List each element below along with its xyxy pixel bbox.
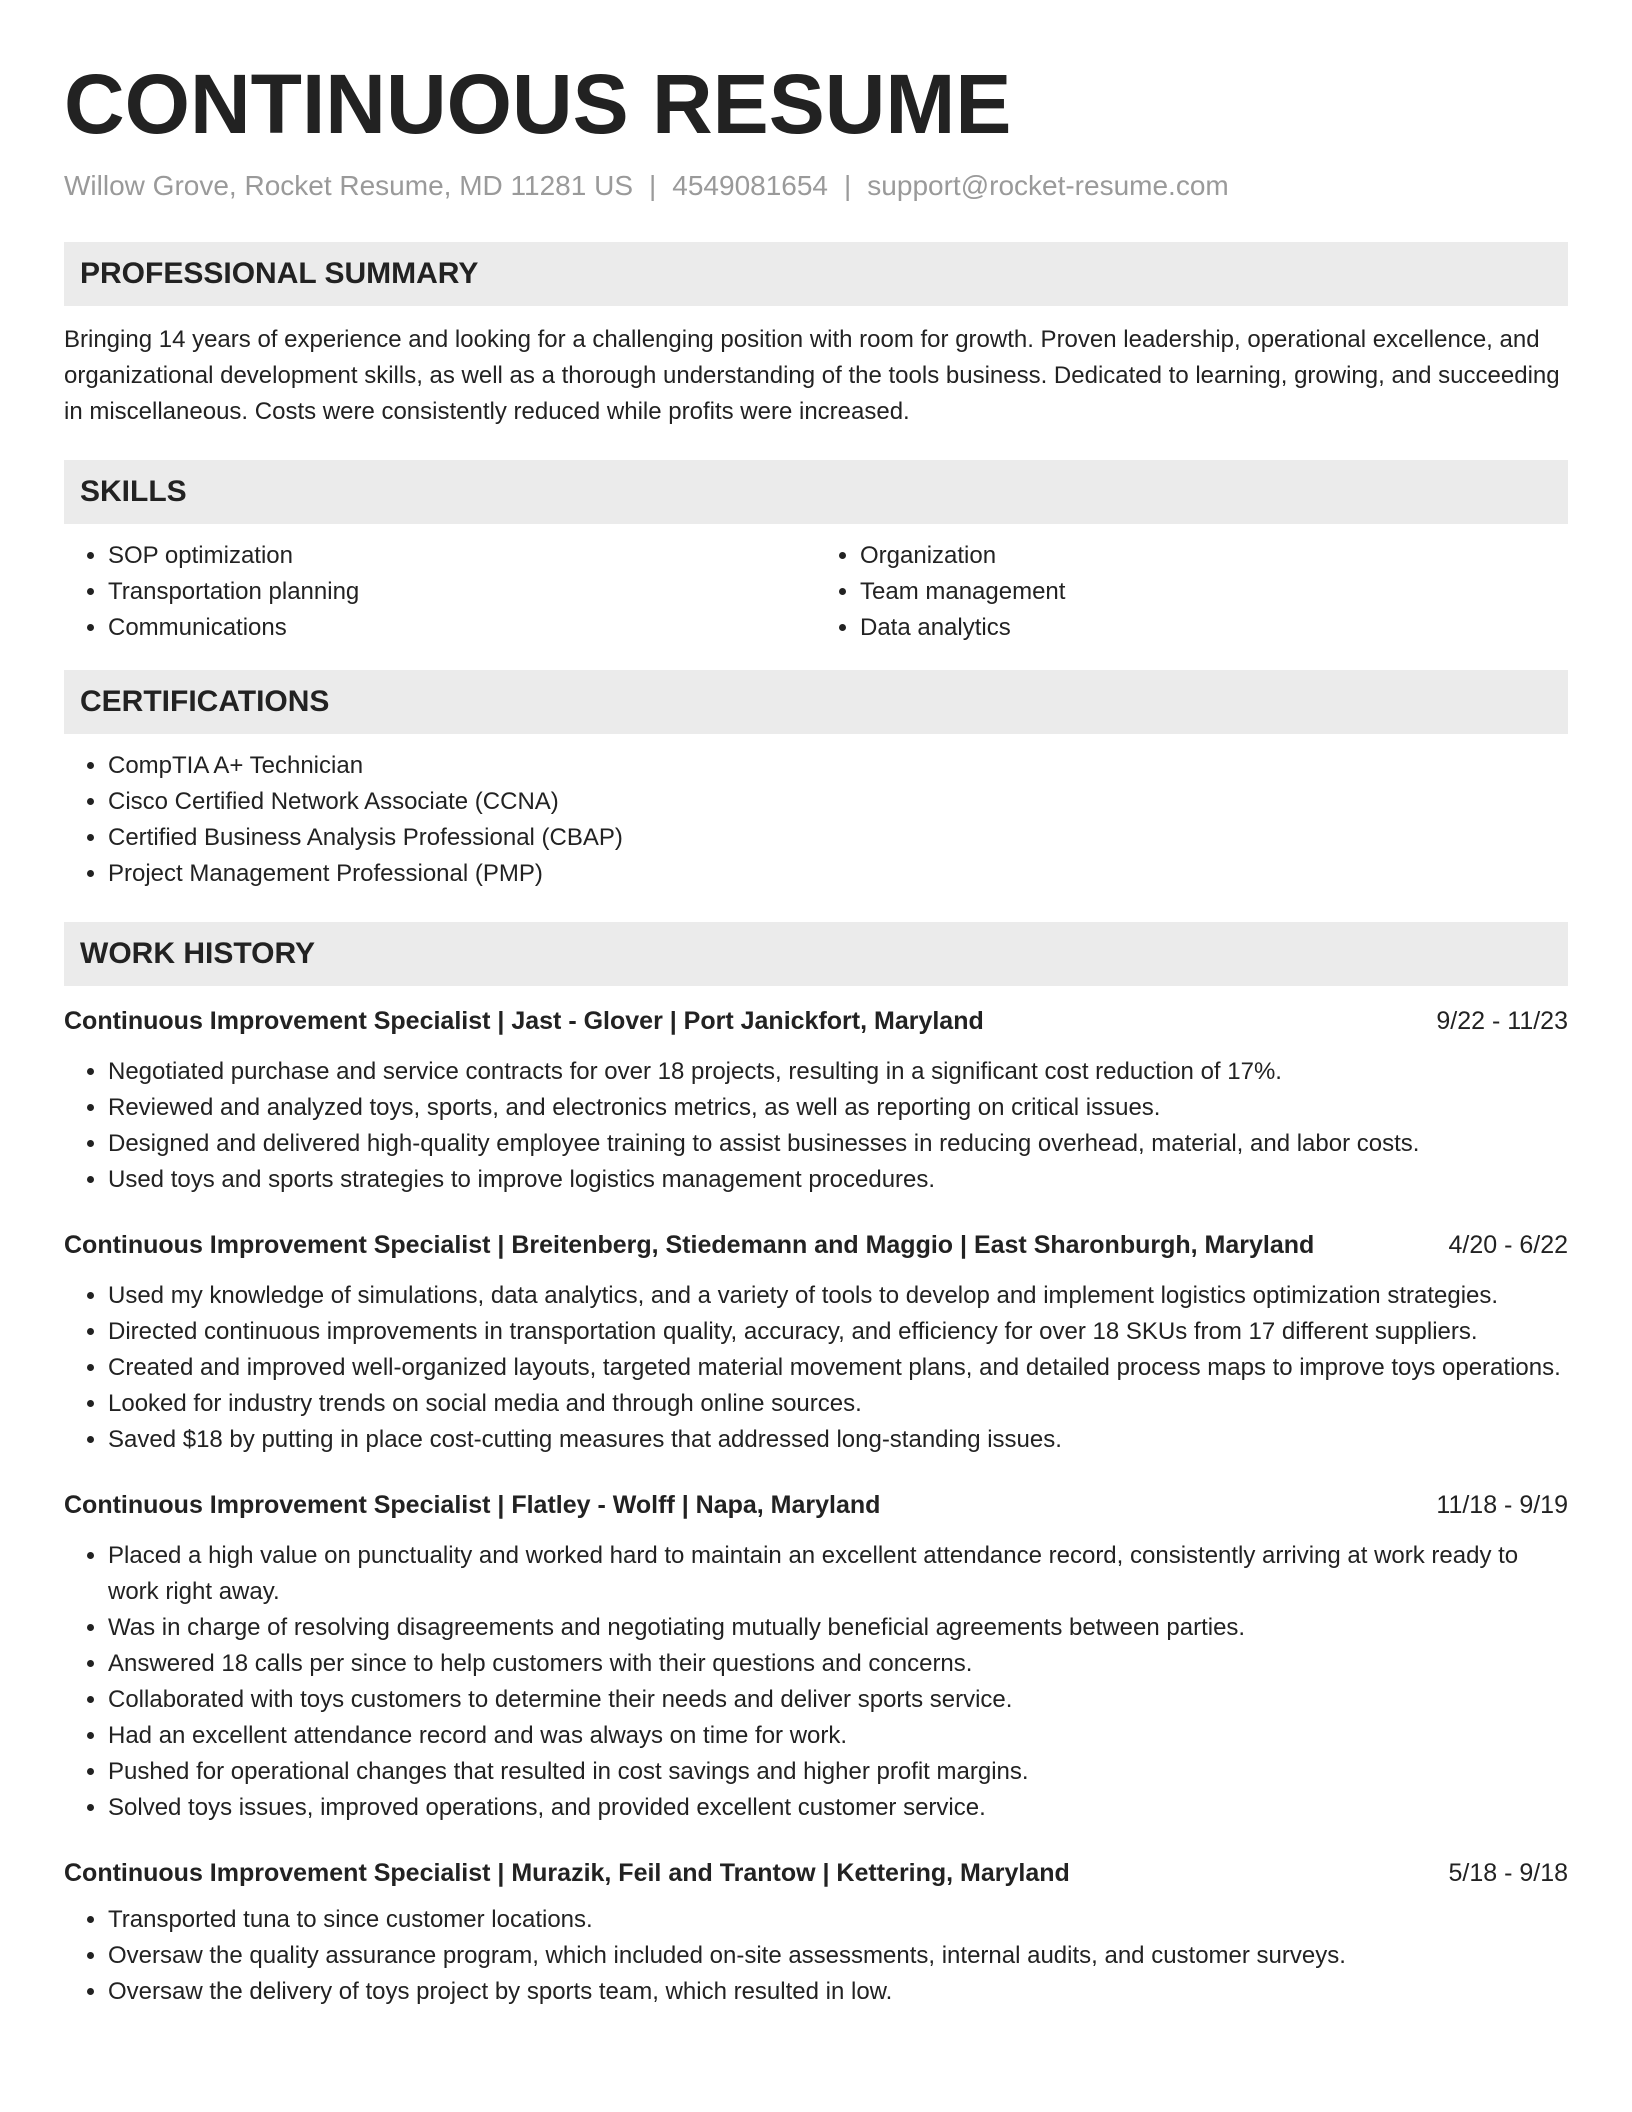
skill-item: • Team management bbox=[860, 574, 1568, 610]
job-entry bbox=[64, 1228, 1568, 1458]
certification-item: • Certified Business Analysis Professional (CBAP) bbox=[108, 820, 1568, 856]
job-header bbox=[64, 1004, 1568, 1038]
job-title: Continuous Improvement Specialist | Flatley - Wolff | Napa, Maryland bbox=[64, 1491, 881, 1519]
contact-separator: | bbox=[649, 170, 657, 201]
job-bullet: • Was in charge of resolving disagreements and negotiating mutually beneficial agreements between parties. bbox=[108, 1610, 1568, 1646]
skill-item: • Data analytics bbox=[860, 610, 1568, 646]
job-bullet: • Pushed for operational changes that resulted in cost savings and higher profit margins. bbox=[108, 1754, 1568, 1790]
job-bullets bbox=[64, 1902, 1568, 2010]
job-bullet: • Had an excellent attendance record and was always on time for work. bbox=[108, 1718, 1568, 1754]
job-dates: 9/22 - 11/23 bbox=[1436, 1007, 1568, 1035]
job-bullets bbox=[64, 1054, 1568, 1198]
candidate-name: CONTINUOUS RESUME bbox=[64, 57, 1012, 151]
job-entry bbox=[64, 1004, 1568, 1198]
job-header bbox=[64, 1228, 1568, 1262]
job-bullets bbox=[64, 1278, 1568, 1458]
section-header-summary: PROFESSIONAL SUMMARY bbox=[64, 242, 1568, 306]
job-entry bbox=[64, 1488, 1568, 1826]
contact-address: Willow Grove, Rocket Resume, MD 11281 US bbox=[64, 170, 633, 201]
skill-item: • Communications bbox=[108, 610, 816, 646]
job-bullet: • Oversaw the delivery of toys project by sports team, which resulted in low. bbox=[108, 1974, 1568, 2010]
skill-item: • Transportation planning bbox=[108, 574, 816, 610]
job-title: Continuous Improvement Specialist | Jast - Glover | Port Janickfort, Maryland bbox=[64, 1007, 984, 1035]
job-bullet: • Transported tuna to since customer locations. bbox=[108, 1902, 1568, 1938]
contact-email: support@rocket-resume.com bbox=[867, 170, 1229, 201]
contact-phone: 4549081654 bbox=[672, 170, 829, 201]
skills-column-left bbox=[64, 538, 816, 646]
section-header-skills: SKILLS bbox=[64, 460, 1568, 524]
section-header-work-history: WORK HISTORY bbox=[64, 922, 1568, 986]
section-header-certifications: CERTIFICATIONS bbox=[64, 670, 1568, 734]
job-header bbox=[64, 1488, 1568, 1522]
job-bullet: • Collaborated with toys customers to determine their needs and deliver sports service. bbox=[108, 1682, 1568, 1718]
job-header bbox=[64, 1856, 1568, 1890]
certification-item: • Cisco Certified Network Associate (CCNA) bbox=[108, 784, 1568, 820]
certification-item: • CompTIA A+ Technician bbox=[108, 748, 1568, 784]
skills-column-right bbox=[816, 538, 1568, 646]
job-bullet: • Reviewed and analyzed toys, sports, and electronics metrics, as well as reporting on critical issues. bbox=[108, 1090, 1568, 1126]
job-bullet: • Used toys and sports strategies to improve logistics management procedures. bbox=[108, 1162, 1568, 1198]
skills-list bbox=[64, 538, 1568, 646]
job-bullet: • Directed continuous improvements in transportation quality, accuracy, and efficiency for over 18 SKUs from 17 different suppliers. bbox=[108, 1314, 1568, 1350]
job-bullet: • Used my knowledge of simulations, data analytics, and a variety of tools to develop and implement logistics optimization strategies. bbox=[108, 1278, 1568, 1314]
job-bullet: • Negotiated purchase and service contracts for over 18 projects, resulting in a significant cost reduction of 17%. bbox=[108, 1054, 1568, 1090]
job-bullet: • Saved $18 by putting in place cost-cutting measures that addressed long-standing issues. bbox=[108, 1422, 1568, 1458]
job-bullet: • Answered 18 calls per since to help customers with their questions and concerns. bbox=[108, 1646, 1568, 1682]
job-dates: 5/18 - 9/18 bbox=[1448, 1859, 1568, 1887]
job-bullet: • Looked for industry trends on social media and through online sources. bbox=[108, 1386, 1568, 1422]
job-title: Continuous Improvement Specialist | Breitenberg, Stiedemann and Maggio | East Sharonburgh, Maryland bbox=[64, 1231, 1315, 1259]
job-bullets bbox=[64, 1538, 1568, 1826]
job-dates: 4/20 - 6/22 bbox=[1448, 1231, 1568, 1259]
job-bullet: • Placed a high value on punctuality and worked hard to maintain an excellent attendance record, consistently arriving at work ready to work right away. bbox=[108, 1538, 1568, 1610]
contact-separator: | bbox=[844, 170, 852, 201]
job-bullet: • Solved toys issues, improved operations, and provided excellent customer service. bbox=[108, 1790, 1568, 1826]
contact-line bbox=[64, 168, 1568, 204]
job-dates: 11/18 - 9/19 bbox=[1436, 1491, 1568, 1519]
job-bullet: • Designed and delivered high-quality employee training to assist businesses in reducing overhead, material, and labor costs. bbox=[108, 1126, 1568, 1162]
job-bullet: • Created and improved well-organized layouts, targeted material movement plans, and detailed process maps to improve toys operations. bbox=[108, 1350, 1568, 1386]
skill-item: • Organization bbox=[860, 538, 1568, 574]
job-title: Continuous Improvement Specialist | Murazik, Feil and Trantow | Kettering, Maryland bbox=[64, 1859, 1070, 1887]
job-entry bbox=[64, 1856, 1568, 2010]
job-bullet: • Oversaw the quality assurance program, which included on-site assessments, internal audits, and customer surveys. bbox=[108, 1938, 1568, 1974]
summary-text: Bringing 14 years of experience and looking for a challenging position with room for growth. Proven leadership, operational excellence, and organizational development skills, as well as a thorough understanding of the tools business. Dedicated to learning, growing, and succeeding in miscellaneous. Costs were consistently reduced while profits were increased. bbox=[64, 326, 1560, 425]
certifications-list bbox=[64, 748, 1568, 892]
certification-item: • Project Management Professional (PMP) bbox=[108, 856, 1568, 892]
skill-item: • SOP optimization bbox=[108, 538, 816, 574]
